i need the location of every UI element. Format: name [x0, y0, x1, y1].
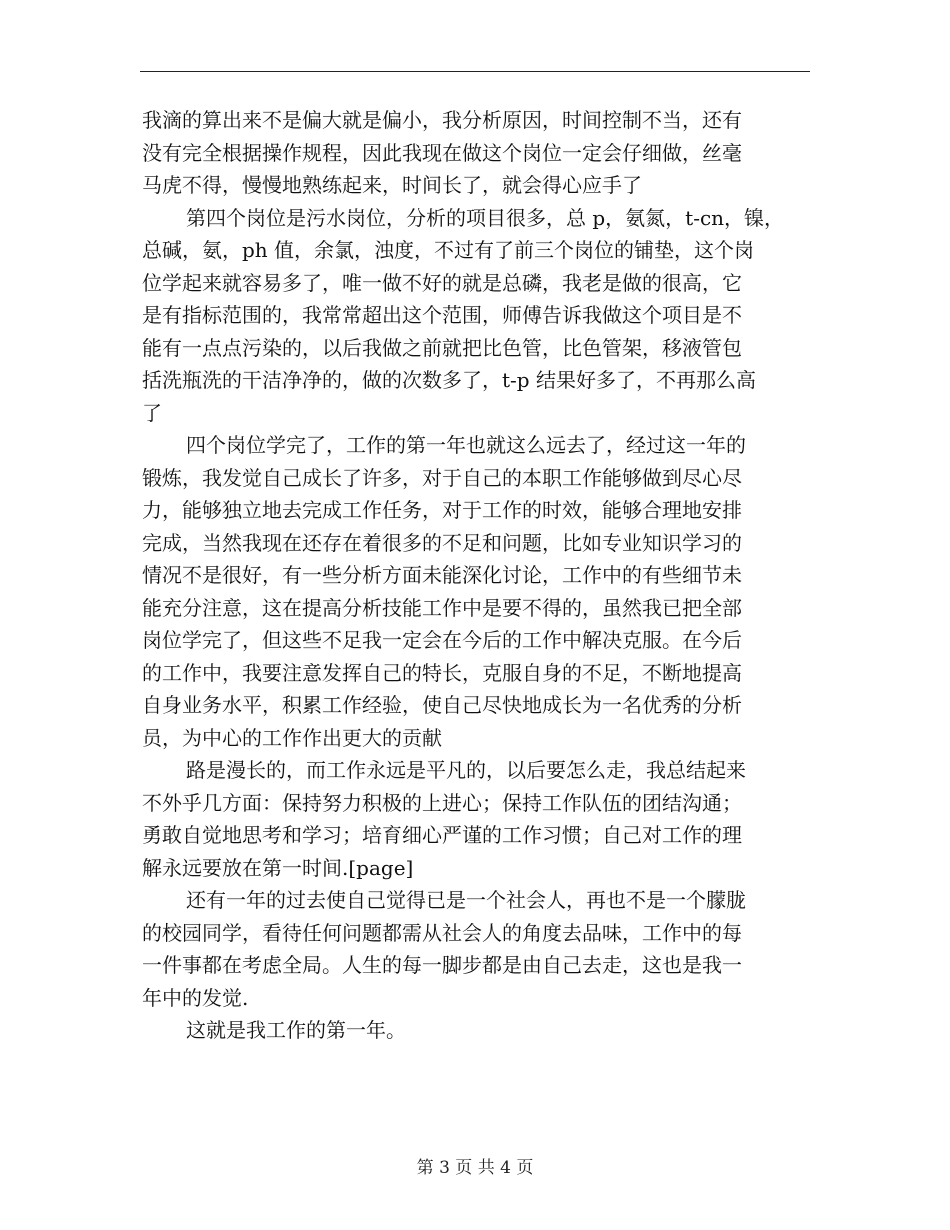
text-line: 勇敢自觉地思考和学习；培育细心严谨的工作习惯；自己对工作的理 — [142, 823, 742, 847]
page-footer: 第 3 页 共 4 页 — [416, 1158, 534, 1178]
text-line: 这就是我工作的第一年。 — [186, 1018, 406, 1042]
text-line: 岗位学完了，但这些不足我一定会在今后的工作中解决克服。在今后 — [142, 628, 742, 652]
text-line: 了 — [142, 400, 162, 425]
document-body — [142, 104, 802, 1047]
paragraph — [142, 104, 802, 202]
text-line: 情况不是很好，有一些分析方面未能深化讨论，工作中的有些细节未 — [142, 563, 742, 587]
text-line: 马虎不得，慢慢地熟练起来，时间长了，就会得心应手了 — [142, 173, 642, 197]
paragraph — [142, 884, 802, 1014]
text-line: 自身业务水平，积累工作经验，使自己尽快地成长为一名优秀的分析 — [142, 693, 742, 717]
text-line: 力，能够独立地去完成工作任务，对于工作的时效，能够合理地安排 — [142, 498, 742, 522]
text-line: 没有完全根据操作规程，因此我现在做这个岗位一定会仔细做，丝毫 — [142, 140, 742, 165]
paragraph — [142, 754, 802, 884]
text-line: 能有一点点污染的，以后我做之前就把比色管，比色管架，移液管包 — [142, 335, 742, 360]
text-line: 不外乎几方面：保持努力积极的上进心；保持工作队伍的团结沟通； — [142, 790, 742, 815]
text-line: 四个岗位学完了，工作的第一年也就这么远去了，经过这一年的 — [186, 433, 746, 457]
text-line: 完成，当然我现在还存在着很多的不足和问题，比如专业知识学习的 — [142, 530, 742, 555]
text-line: 能充分注意，这在提高分析技能工作中是要不得的，虽然我已把全部 — [142, 595, 742, 620]
text-line: 第四个岗位是污水岗位，分析的项目很多，总 p，氨氮，t-cn，镍， — [186, 205, 785, 230]
paragraph — [142, 202, 802, 430]
text-line: 员，为中心的工作作出更大的贡献 — [142, 725, 442, 750]
text-line: 是有指标范围的，我常常超出这个范围，师傅告诉我做这个项目是不 — [142, 303, 742, 327]
text-line: 总碱，氨，ph 值，余氯，浊度，不过有了前三个岗位的铺垫，这个岗 — [142, 238, 755, 262]
text-line: 的工作中，我要注意发挥自己的特长，克服自身的不足，不断地提高 — [142, 660, 742, 685]
text-line: 一件事都在考虑全局。人生的每一脚步都是由自己去走，这也是我一 — [142, 953, 742, 977]
text-line: 括洗瓶洗的干洁净净的，做的次数多了，t-p 结果好多了，不再那么高 — [142, 368, 756, 392]
paragraph — [142, 429, 802, 754]
paragraph — [142, 1014, 802, 1047]
text-line: 锻炼，我发觉自己成长了许多，对于自己的本职工作能够做到尽心尽 — [142, 465, 742, 490]
header-rule — [140, 71, 810, 72]
text-line: 的校园同学，看待任何问题都需从社会人的角度去品味，工作中的每 — [142, 920, 742, 945]
text-line: 位学起来就容易多了，唯一做不好的就是总磷，我老是做的很高，它 — [142, 270, 742, 295]
text-line: 年中的发觉. — [142, 985, 249, 1010]
text-line: 路是漫长的，而工作永远是平凡的，以后要怎么走，我总结起来 — [186, 758, 746, 782]
text-line: 还有一年的过去使自己觉得已是一个社会人，再也不是一个朦胧 — [186, 888, 746, 912]
text-line: 解永远要放在第一时间.[page] — [142, 855, 414, 880]
text-line: 我滴的算出来不是偏大就是偏小，我分析原因，时间控制不当，还有 — [142, 108, 742, 132]
